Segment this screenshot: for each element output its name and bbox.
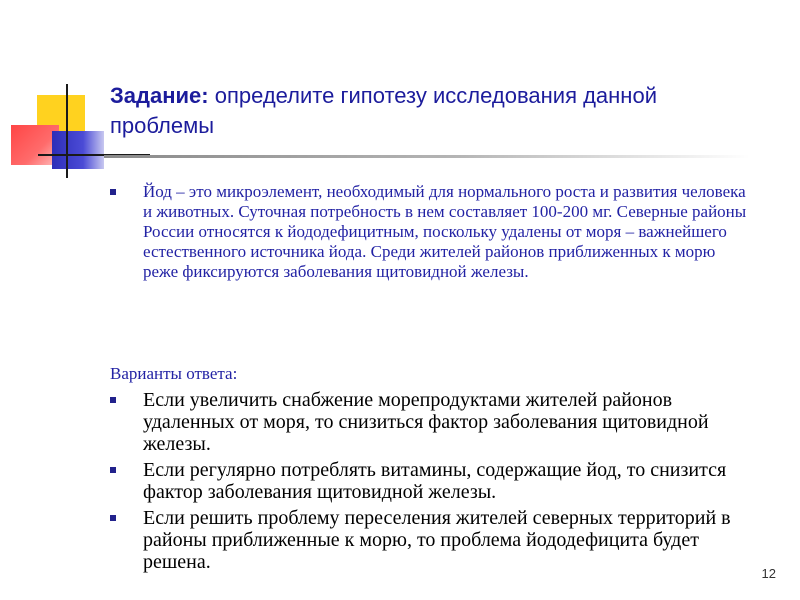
slide-title — [110, 81, 750, 141]
bullet-square-icon — [110, 467, 116, 473]
answer-text: Если регулярно потреблять витамины, содержащие йод, то снизится фактор заболевания щитовидной железы. — [143, 459, 727, 503]
title-rest: определите гипотезу исследования данной проблемы — [110, 83, 657, 138]
answers-label: Варианты ответа: — [110, 364, 238, 383]
intro-item — [110, 182, 750, 282]
answer-text: Если увеличить снабжение морепродуктами жителей районов удаленных от моря, то снизиться фактор заболевания щитовидной железы. — [143, 389, 709, 455]
title-bold-part: Задание: — [110, 83, 209, 108]
vertical-line-shape — [66, 84, 68, 178]
intro-text: Йод – это микроэлемент, необходимый для нормального роста и развития человека и животных. Суточная потребность в нем составляет 100-200 мг. Северные районы России относятся к йододефицитным, поскольку удалены от моря – важнейшего естественного источника йода. Среди жителей районов приближенных к морю реже фиксируются заболевания щитовидной железы. — [143, 182, 747, 281]
answers-list — [110, 389, 760, 577]
page-number: 12 — [761, 566, 776, 581]
title-divider — [104, 155, 750, 158]
answer-item — [110, 389, 760, 455]
answer-text: Если решить проблему переселения жителей северных территорий в районы приближенные к морю, то проблема йододефицита будет решена. — [143, 507, 731, 573]
answer-item — [110, 507, 760, 573]
answer-item — [110, 459, 760, 503]
bullet-square-icon — [110, 515, 116, 521]
bullet-square-icon — [110, 397, 116, 403]
blue-square-shape — [52, 131, 104, 169]
bullet-square-icon — [110, 189, 116, 195]
intro-list — [110, 182, 750, 282]
